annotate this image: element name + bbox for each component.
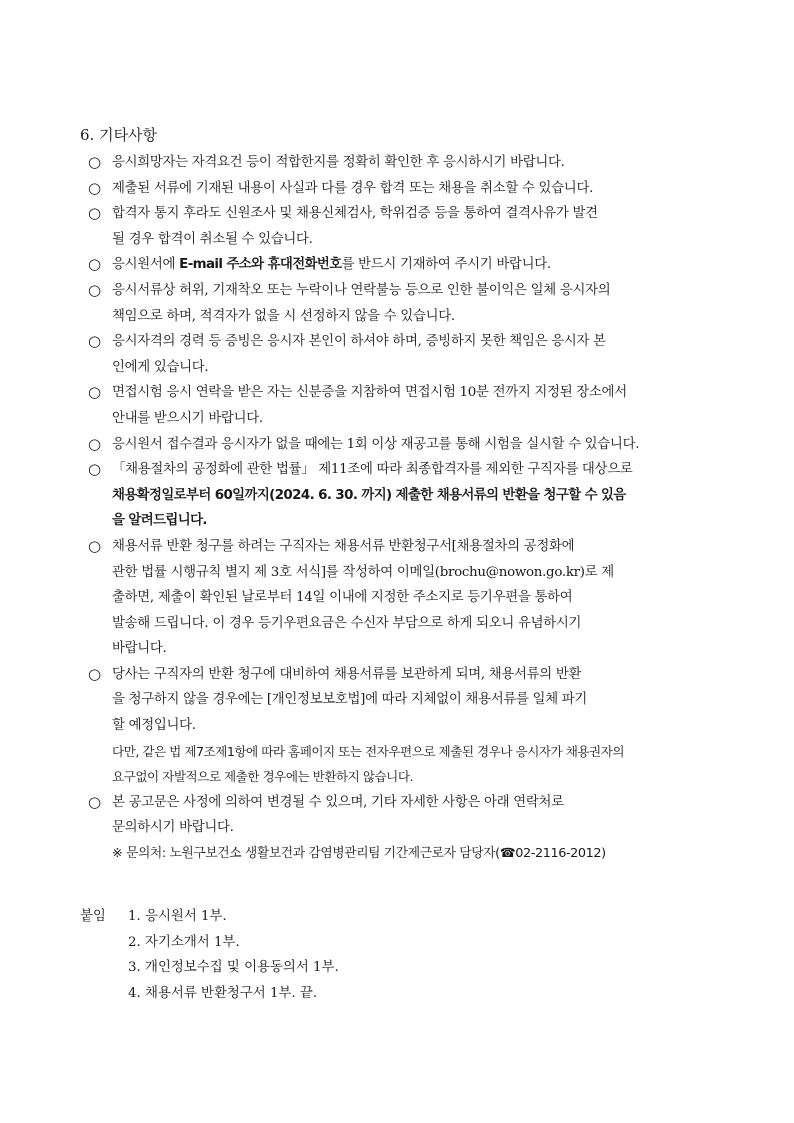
item-text: 안내를 받으시기 바랍니다. [112, 410, 263, 426]
item-text-bold: E-mail 주소와 휴대전화번호 [179, 257, 342, 273]
list-item [80, 329, 720, 380]
item-text-bold: 을 알려드립니다. [112, 513, 207, 529]
item-text: 본 공고문은 사정에 의하여 변경될 수 있으며, 기타 자세한 사항은 아래 연락처로 [112, 794, 564, 810]
circle-bullet-icon: ○ [88, 178, 101, 197]
list-item [80, 176, 720, 202]
circle-bullet-icon: ○ [88, 153, 101, 171]
item-text: 합격자 통지 후라도 신원조사 및 채용신체검사, 학위검증 등을 통하여 결격사유가 발견 [112, 206, 598, 222]
item-text: 채용서류 반환 청구를 하려는 구직자는 채용서류 반환청구서[채용절차의 공정화에 [112, 538, 575, 554]
list-item [80, 278, 720, 329]
item-text: 될 경우 합격이 취소될 수 있습니다. [112, 231, 313, 247]
list-item [80, 432, 720, 458]
item-note: 다만, 같은 법 제7조제1항에 따라 홈페이지 또는 전자우편으로 제출된 경우나 응시자가 채용권자의 [112, 743, 625, 759]
list-item [80, 150, 720, 176]
circle-bullet-icon: ○ [88, 434, 101, 453]
item-text: 을 청구하지 않을 경우에는 [개인정보보호법]에 따라 지체없이 채용서류를 일체 파기 [112, 692, 588, 708]
list-item [80, 790, 720, 867]
list-item [80, 534, 720, 662]
list-item [80, 252, 720, 278]
attachment-item: 3. 개인정보수집 및 이용동의서 1부. [128, 960, 339, 976]
section-title: 6. 기타사항 [80, 126, 158, 144]
item-text: 응시희망자는 자격요건 등이 적합한지를 정확히 확인한 후 응시하시기 바랍니다. [112, 155, 565, 170]
circle-bullet-icon: ○ [88, 383, 101, 402]
attachment-item: 1. 응시원서 1부. [128, 909, 227, 924]
circle-bullet-icon: ○ [88, 664, 101, 683]
item-note: 요구없이 자발적으로 제출한 경우에는 반환하지 않습니다. [112, 769, 413, 785]
item-text: 할 예정입니다. [112, 718, 196, 734]
contact-info: ※ 문의처: 노원구보건소 생활보건과 감염병관리팀 기간제근로자 담당자(☎02-2116-2012) [112, 846, 606, 862]
item-text: 응시원서 접수결과 응시자가 없을 때에는 1회 이상 재공고를 통해 시험을 실시할 수 있습니다. [112, 436, 640, 452]
item-text: 출하면, 제출이 확인된 날로부터 14일 이내에 지정한 주소지로 등기우편을 통하여 [112, 590, 573, 606]
list-item [80, 201, 720, 252]
attachments-list [128, 904, 339, 1006]
item-text: 「채용절차의 공정화에 관한 법률」 제11조에 따라 최종합격자를 제외한 구직자를 대상으로 [112, 462, 633, 478]
item-text: 바랍니다. [112, 641, 167, 657]
item-text: 제출된 서류에 기재된 내용이 사실과 다를 경우 합격 또는 채용을 취소할 수 있습니다. [112, 180, 594, 196]
item-text: 응시서류상 허위, 기재착오 또는 누락이나 연락불능 등으로 인한 불이익은 일체 응시자의 [112, 282, 611, 298]
item-text-bold: 채용확정일로부터 60일까지(2024. 6. 30. 까지) 제출한 채용서류의 반환을 청구할 수 있음 [112, 487, 626, 503]
circle-bullet-icon: ○ [88, 460, 101, 479]
list-item [80, 380, 720, 431]
attachment-item: 2. 자기소개서 1부. [128, 934, 240, 950]
item-text: 당사는 구직자의 반환 청구에 대비하여 채용서류를 보관하게 되며, 채용서류의 반환 [112, 666, 582, 682]
circle-bullet-icon: ○ [88, 792, 101, 811]
item-text: 책임으로 하며, 적격자가 없을 시 선정하지 않을 수 있습니다. [112, 308, 455, 324]
item-text-post: 를 반드시 기재하여 주시기 바랍니다. [341, 257, 551, 273]
item-text [112, 252, 720, 278]
attachments-label: 붙임 [80, 909, 106, 924]
item-text: 발송해 드립니다. 이 경우 등기우편요금은 수신자 부담으로 하게 되오니 유념하시기 [112, 615, 582, 631]
attachment-item: 4. 채용서류 반환청구서 1부. 끝. [128, 985, 318, 1001]
list-item [80, 457, 720, 534]
item-text: 인에게 있습니다. [112, 359, 209, 375]
item-text-pre: 응시원서에 [112, 257, 180, 273]
document-body [80, 124, 720, 867]
item-text: 관한 법률 시행규칙 별지 제 3호 서식]를 작성하여 이메일(brochu@nowon.go.kr)로 제 [112, 564, 614, 580]
circle-bullet-icon: ○ [88, 255, 101, 274]
list-item [80, 662, 720, 790]
circle-bullet-icon: ○ [88, 204, 101, 223]
item-text: 면접시험 응시 연락을 받은 자는 신분증을 지참하여 면접시험 10분 전까지 지정된 장소에서 [112, 385, 627, 401]
item-text: 문의하시기 바랍니다. [112, 820, 234, 836]
circle-bullet-icon: ○ [88, 280, 101, 299]
circle-bullet-icon: ○ [88, 536, 101, 555]
circle-bullet-icon: ○ [88, 332, 101, 351]
item-text: 응시자격의 경력 등 증빙은 응시자 본인이 하셔야 하며, 증빙하지 못한 책임은 응시자 본 [112, 334, 606, 350]
